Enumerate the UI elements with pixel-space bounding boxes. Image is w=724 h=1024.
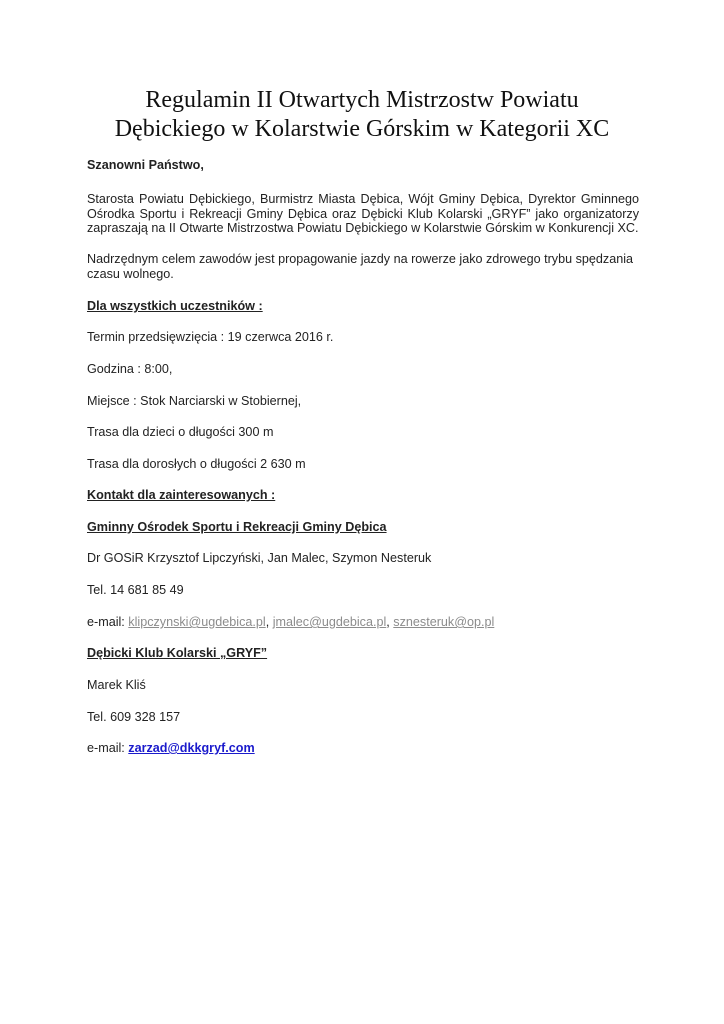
contact-heading: Kontakt dla zainteresowanych : [87, 488, 276, 502]
title-line-1: Regulamin II Otwartych Mistrzostw Powiatu [145, 87, 579, 113]
gryf-email-line [87, 741, 639, 756]
intro-paragraph: Starosta Powiatu Dębickiego, Burmistrz Miasta Dębica, Wójt Gminy Dębica, Dyrektor Gminnego Ośrodka Sportu i Rekreacji Gminy Dębica oraz Dębicki Klub Kolarski „GRYF” jako organizatorzy zapraszają na II Otwarte Mistrzostwa Powiatu Dębickiego w Kolarstwie Górskim w Konkurencji XC. [87, 192, 639, 235]
email-link-jmalec[interactable]: jmalec@ugdebica.pl [272, 615, 387, 629]
gosir-email-line [87, 615, 639, 630]
gosir-phone: Tel. 14 681 85 49 [87, 583, 184, 597]
participants-heading: Dla wszystkich uczestników : [87, 299, 263, 313]
email-separator: , [265, 615, 273, 629]
event-place: Miejsce : Stok Narciarski w Stobiernej, [87, 394, 302, 408]
goal-paragraph: Nadrzędnym celem zawodów jest propagowanie jazdy na rowerze jako zdrowego trybu spędzania czasu wolnego. [87, 252, 634, 281]
email-link-klipczynski[interactable]: klipczynski@ugdebica.pl [128, 615, 266, 629]
document-title [60, 86, 664, 144]
gryf-heading: Dębicki Klub Kolarski „GRYF” [87, 646, 268, 660]
kids-route: Trasa dla dzieci o długości 300 m [87, 425, 274, 439]
event-time: Godzina : 8:00, [87, 362, 173, 376]
email-link-sznesteruk[interactable]: sznesteruk@op.pl [393, 615, 495, 629]
email-link-zarzad[interactable]: zarzad@dkkgryf.com [128, 741, 255, 755]
gosir-heading: Gminny Ośrodek Sportu i Rekreacji Gminy Dębica [87, 520, 387, 534]
gryf-phone: Tel. 609 328 157 [87, 710, 181, 724]
email-separator: , [386, 615, 394, 629]
gryf-person: Marek Kliś [87, 678, 146, 692]
gosir-email-label: e-mail: [87, 615, 129, 629]
adults-route: Trasa dla dorosłych o długości 2 630 m [87, 457, 306, 471]
gryf-email-label: e-mail: [87, 741, 129, 755]
greeting: Szanowni Państwo, [87, 158, 204, 172]
gosir-people: Dr GOSiR Krzysztof Lipczyński, Jan Malec, Szymon Nesteruk [87, 551, 432, 565]
event-date: Termin przedsięwzięcia : 19 czerwca 2016 r. [87, 330, 334, 344]
title-line-2: Dębickiego w Kolarstwie Górskim w Kategorii XC [114, 116, 610, 142]
